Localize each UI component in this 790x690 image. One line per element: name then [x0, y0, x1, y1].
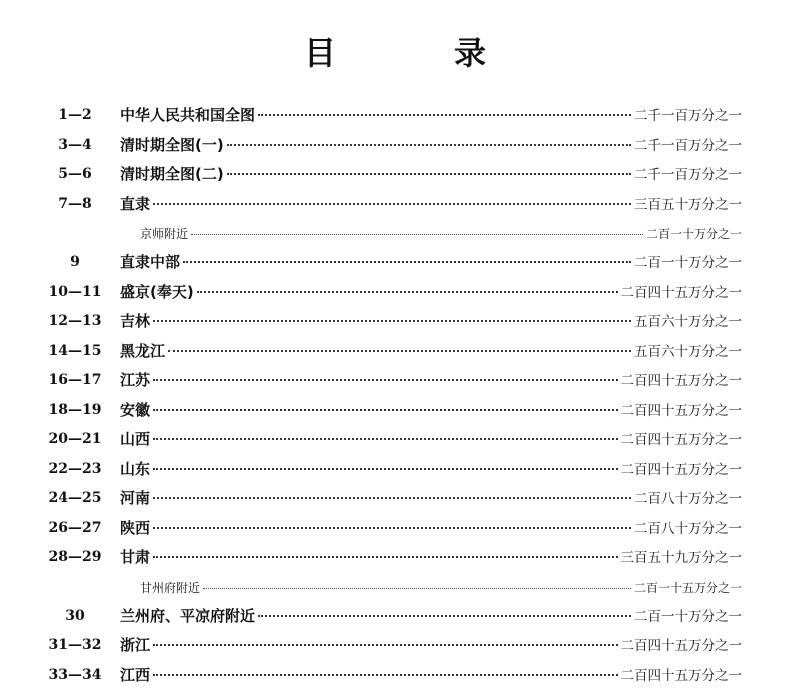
- dot-leader: [153, 409, 617, 411]
- dot-leader: [153, 320, 631, 322]
- map-scale: 二百四十五万分之一: [620, 432, 742, 448]
- map-name: 中华人民共和国全图: [120, 106, 256, 124]
- page-number: 16—17: [48, 372, 102, 388]
- map-name: 山西: [120, 430, 151, 448]
- dot-leader: [153, 644, 617, 646]
- title-char-1: 目: [303, 34, 336, 72]
- toc-entry[interactable]: [0, 160, 790, 190]
- map-scale: 三百五十九万分之一: [620, 550, 742, 566]
- title-char-2: 录: [454, 34, 487, 72]
- dot-leader: [168, 350, 631, 352]
- entry-line: [120, 369, 742, 392]
- map-name: 清时期全图(二): [120, 165, 224, 183]
- entry-line: [120, 605, 742, 628]
- page-number: 24—25: [48, 490, 102, 506]
- dot-leader: [153, 203, 631, 205]
- toc-entry[interactable]: [0, 101, 790, 131]
- page-number: 22—23: [48, 460, 102, 477]
- dot-leader: [227, 173, 631, 175]
- map-name: 安徽: [120, 400, 151, 419]
- map-name: 浙江: [120, 636, 151, 654]
- page-number: 10—11: [48, 283, 102, 300]
- map-name: 甘肃: [120, 548, 151, 566]
- entry-line: [120, 546, 742, 569]
- entry-line: [120, 251, 742, 274]
- map-scale: 二百八十万分之一: [634, 520, 742, 537]
- toc-entry[interactable]: [0, 131, 790, 161]
- page-number: 12—13: [48, 313, 102, 329]
- toc-entry[interactable]: [0, 484, 790, 514]
- map-name: 清时期全图(一): [120, 135, 224, 154]
- page-number: 26—27: [48, 519, 102, 536]
- toc-entry[interactable]: [0, 396, 790, 426]
- toc-entry[interactable]: [0, 514, 790, 544]
- page-number: 28—29: [48, 549, 102, 565]
- dot-leader: [153, 674, 617, 676]
- map-name: 陕西: [120, 518, 151, 537]
- map-scale: 二百一十万分之一: [634, 608, 742, 625]
- entry-line: [120, 487, 742, 510]
- entry-line: [120, 163, 742, 186]
- map-scale: 二百四十五万分之一: [620, 667, 742, 684]
- map-scale: 二百一十万分之一: [634, 255, 742, 271]
- page-number: 33—34: [48, 666, 102, 683]
- toc-subentry[interactable]: [0, 219, 790, 248]
- entry-line: [120, 399, 742, 422]
- page-number: 7—8: [58, 195, 92, 212]
- map-name: 兰州府、平凉府附近: [120, 606, 256, 625]
- dot-leader: [153, 379, 617, 381]
- toc-entry[interactable]: [0, 366, 790, 396]
- page-title: [0, 28, 790, 74]
- dot-leader: [153, 556, 617, 558]
- page-number: 14—15: [48, 342, 102, 359]
- page-number: 30: [65, 607, 85, 624]
- dot-leader: [203, 588, 631, 589]
- entry-line: [120, 664, 742, 687]
- dot-leader: [153, 497, 631, 499]
- toc-entry[interactable]: [0, 278, 790, 308]
- map-scale: 二百四十五万分之一: [620, 461, 742, 478]
- toc-entry[interactable]: [0, 307, 790, 337]
- map-scale: 二百四十五万分之一: [620, 373, 742, 389]
- entry-line: [120, 134, 742, 157]
- page-number: 3—4: [58, 136, 92, 153]
- map-name: 江苏: [120, 371, 151, 389]
- entry-line: [140, 223, 742, 245]
- page-number: 5—6: [58, 166, 92, 182]
- page-number: 9: [70, 254, 80, 270]
- map-name: 甘州府附近: [140, 580, 201, 595]
- page-number: 31—32: [48, 637, 102, 653]
- entry-line: [120, 193, 742, 216]
- entry-line: [120, 281, 742, 304]
- map-scale: 二百四十五万分之一: [620, 638, 742, 654]
- map-name: 吉林: [120, 312, 151, 330]
- map-name: 直隶: [120, 194, 151, 213]
- entry-line: [120, 517, 742, 540]
- toc-entry[interactable]: [0, 248, 790, 278]
- map-name: 盛京(奉天): [120, 282, 194, 301]
- map-name: 黑龙江: [120, 341, 166, 360]
- dot-leader: [191, 234, 643, 235]
- entry-line: [120, 634, 742, 657]
- map-scale: 五百六十万分之一: [634, 343, 742, 360]
- toc-entry[interactable]: [0, 631, 790, 661]
- entry-line: [120, 428, 742, 451]
- entry-line: [120, 458, 742, 481]
- toc-entry[interactable]: [0, 190, 790, 220]
- dot-leader: [153, 438, 617, 440]
- map-scale: 二百一十万分之一: [645, 227, 742, 241]
- page-number: 1—2: [58, 107, 92, 123]
- entry-line: [120, 104, 742, 127]
- map-scale: 二百八十万分之一: [634, 491, 742, 507]
- dot-leader: [197, 291, 618, 293]
- page-number: 20—21: [48, 431, 102, 447]
- dot-leader: [183, 261, 631, 263]
- dot-leader: [153, 527, 631, 529]
- toc-entry[interactable]: [0, 543, 790, 573]
- entry-line: [120, 310, 742, 333]
- table-of-contents: [0, 101, 790, 690]
- map-scale: 二千一百万分之一: [634, 108, 742, 124]
- map-name: 京师附近: [140, 227, 189, 241]
- dot-leader: [258, 114, 631, 116]
- page-number: 18—19: [48, 401, 102, 418]
- dot-leader: [258, 615, 631, 617]
- toc-entry[interactable]: [0, 602, 790, 632]
- entry-line: [140, 577, 742, 599]
- toc-subentry[interactable]: [0, 573, 790, 602]
- map-scale: 二百一十五万分之一: [633, 580, 742, 595]
- map-scale: 五百六十万分之一: [634, 314, 742, 330]
- dot-leader: [153, 468, 617, 470]
- map-name: 河南: [120, 489, 151, 507]
- entry-line: [120, 340, 742, 363]
- map-scale: 二百四十五万分之一: [620, 402, 742, 419]
- dot-leader: [227, 144, 631, 146]
- toc-entry[interactable]: [0, 425, 790, 455]
- map-name: 山东: [120, 459, 151, 478]
- map-scale: 三百五十万分之一: [634, 196, 742, 213]
- toc-entry[interactable]: [0, 455, 790, 485]
- map-scale: 二千一百万分之一: [634, 167, 742, 183]
- map-scale: 二百四十五万分之一: [620, 284, 742, 301]
- map-name: 直隶中部: [120, 253, 181, 271]
- map-name: 江西: [120, 665, 151, 684]
- toc-entry[interactable]: [0, 337, 790, 367]
- toc-entry[interactable]: [0, 661, 790, 690]
- map-scale: 二千一百万分之一: [634, 137, 742, 154]
